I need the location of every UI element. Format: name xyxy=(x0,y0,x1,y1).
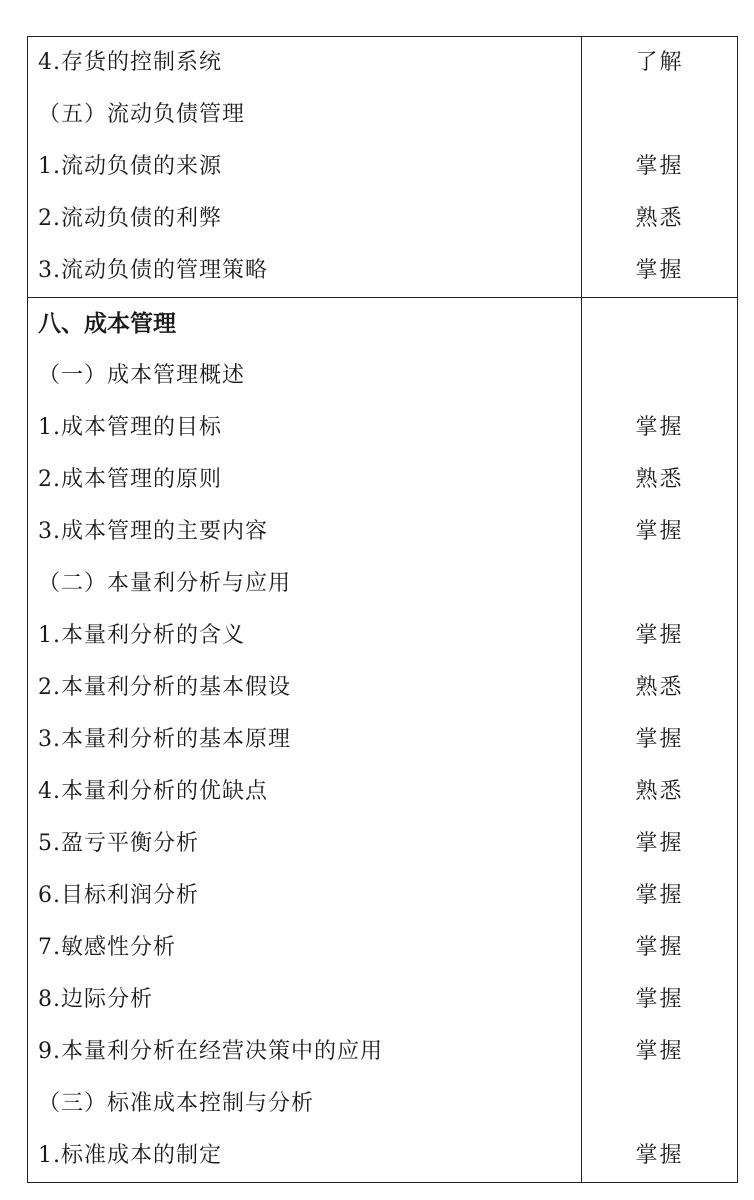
requirement-level-cell xyxy=(582,298,738,351)
chapter-heading: 八、成本管理 xyxy=(28,298,582,351)
topic-cell: 9.本量利分析在经营决策中的应用 xyxy=(28,1026,582,1078)
section-heading-row xyxy=(28,89,738,141)
topic-cell: 1.流动负债的来源 xyxy=(28,141,582,193)
table-row xyxy=(28,1026,738,1078)
topic-cell: 3.流动负债的管理策略 xyxy=(28,245,582,298)
topic-cell: 3.成本管理的主要内容 xyxy=(28,506,582,558)
section-heading: （三）标准成本控制与分析 xyxy=(28,1078,582,1130)
topic-cell: 3.本量利分析的基本原理 xyxy=(28,714,582,766)
table-row xyxy=(28,974,738,1026)
requirement-level-cell: 熟悉 xyxy=(582,662,738,714)
chapter-heading-row xyxy=(28,298,738,351)
topic-cell: 1.成本管理的目标 xyxy=(28,402,582,454)
requirement-level-cell: 掌握 xyxy=(582,506,738,558)
requirement-level-cell xyxy=(582,350,738,402)
requirement-level-cell xyxy=(582,89,738,141)
requirement-level-cell: 熟悉 xyxy=(582,193,738,245)
topic-cell: 5.盈亏平衡分析 xyxy=(28,818,582,870)
requirement-level-cell: 了解 xyxy=(582,37,738,90)
requirement-level-cell: 掌握 xyxy=(582,610,738,662)
topic-cell: 1.标准成本的制定 xyxy=(28,1130,582,1183)
requirement-level-cell: 掌握 xyxy=(582,245,738,298)
table-row xyxy=(28,506,738,558)
requirement-level-cell xyxy=(582,558,738,610)
requirement-level-cell: 掌握 xyxy=(582,1026,738,1078)
table-row xyxy=(28,37,738,90)
topic-cell: 2.成本管理的原则 xyxy=(28,454,582,506)
table-row xyxy=(28,870,738,922)
requirement-level-cell: 熟悉 xyxy=(582,454,738,506)
table-row xyxy=(28,610,738,662)
section-heading-row xyxy=(28,558,738,610)
table-row xyxy=(28,662,738,714)
requirement-level-cell: 熟悉 xyxy=(582,766,738,818)
table-row xyxy=(28,245,738,298)
requirement-level-cell: 掌握 xyxy=(582,922,738,974)
section-heading-row xyxy=(28,1078,738,1130)
topic-cell: 1.本量利分析的含义 xyxy=(28,610,582,662)
section-heading-row xyxy=(28,350,738,402)
section-heading: （五）流动负债管理 xyxy=(28,89,582,141)
topic-cell: 4.存货的控制系统 xyxy=(28,37,582,90)
section-heading: （一）成本管理概述 xyxy=(28,350,582,402)
topic-cell: 7.敏感性分析 xyxy=(28,922,582,974)
requirement-level-cell: 掌握 xyxy=(582,974,738,1026)
topic-cell: 8.边际分析 xyxy=(28,974,582,1026)
topic-cell: 6.目标利润分析 xyxy=(28,870,582,922)
requirement-level-cell: 掌握 xyxy=(582,818,738,870)
topic-cell: 2.本量利分析的基本假设 xyxy=(28,662,582,714)
topic-cell: 2.流动负债的利弊 xyxy=(28,193,582,245)
table-row xyxy=(28,402,738,454)
requirement-level-cell: 掌握 xyxy=(582,1130,738,1183)
topic-cell: 4.本量利分析的优缺点 xyxy=(28,766,582,818)
section-heading: （二）本量利分析与应用 xyxy=(28,558,582,610)
table-row xyxy=(28,454,738,506)
requirement-level-cell: 掌握 xyxy=(582,714,738,766)
table-row xyxy=(28,714,738,766)
syllabus-table xyxy=(27,36,738,1183)
table-row xyxy=(28,141,738,193)
table-row xyxy=(28,1130,738,1183)
table-row xyxy=(28,766,738,818)
requirement-level-cell: 掌握 xyxy=(582,870,738,922)
table-row xyxy=(28,193,738,245)
table-row xyxy=(28,922,738,974)
requirement-level-cell: 掌握 xyxy=(582,141,738,193)
requirement-level-cell: 掌握 xyxy=(582,402,738,454)
requirement-level-cell xyxy=(582,1078,738,1130)
table-row xyxy=(28,818,738,870)
